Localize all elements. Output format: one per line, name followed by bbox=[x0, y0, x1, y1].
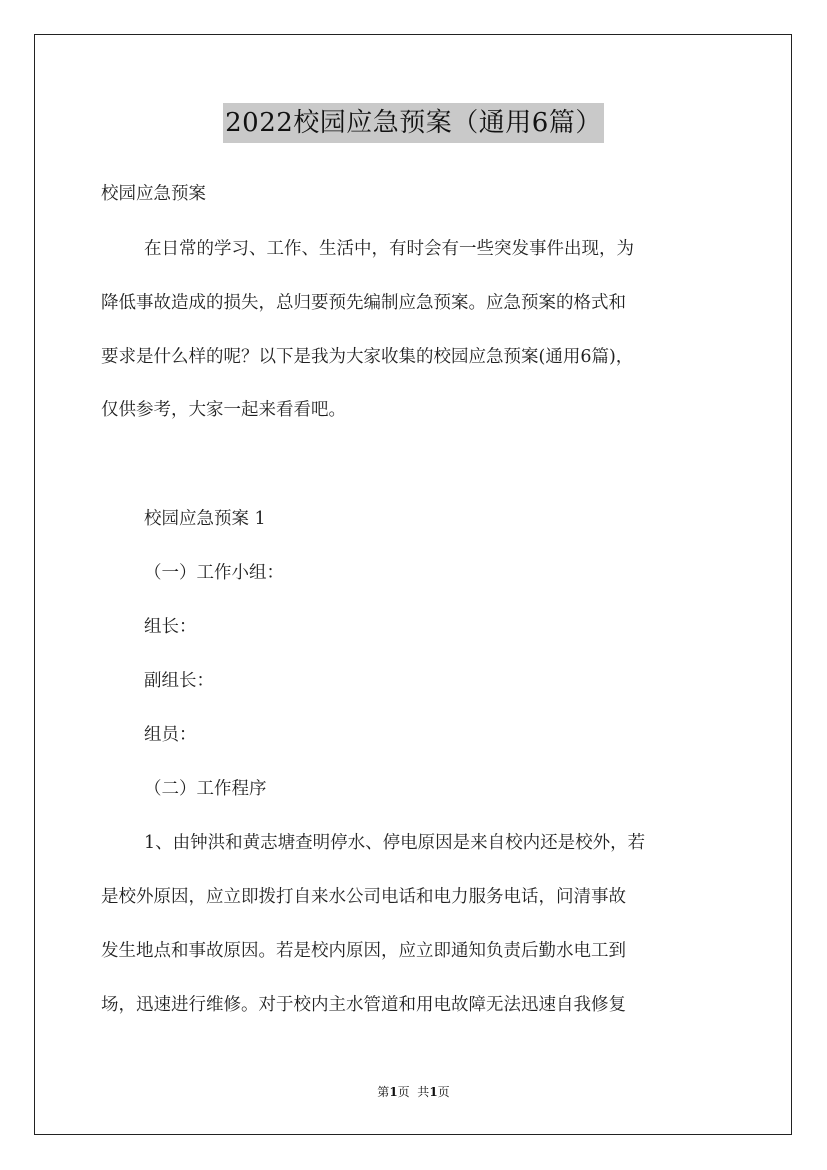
intro-line-4: 仅供参考，大家一起来看看吧。 bbox=[101, 400, 346, 420]
document-title: 2022校园应急预案（通用6篇） bbox=[223, 103, 604, 143]
members-label: 组员： bbox=[144, 725, 197, 745]
section-heading: 校园应急预案 bbox=[101, 184, 206, 204]
footer-current-page: 1 bbox=[389, 1085, 398, 1099]
intro-line-3: 要求是什么样的呢？以下是我为大家收集的校园应急预案(通用6篇)， bbox=[101, 347, 634, 367]
group-leader-label: 组长： bbox=[144, 617, 197, 637]
group-heading: （一）工作小组： bbox=[144, 563, 284, 583]
procedure-line-2: 是校外原因，应立即拨打自来水公司电话和电力服务电话，问清事故 bbox=[101, 887, 626, 907]
footer-mid: 页 共 bbox=[397, 1085, 430, 1099]
procedure-heading: （二）工作程序 bbox=[144, 779, 267, 799]
procedure-line-4: 场，迅速进行维修。对于校内主水管道和用电故障无法迅速自我修复 bbox=[101, 995, 626, 1015]
procedure-line-1: 1、由钟洪和黄志塘查明停水、停电原因是来自校内还是校外，若 bbox=[144, 833, 646, 853]
footer-prefix: 第 bbox=[377, 1085, 390, 1099]
procedure-line-3: 发生地点和事故原因。若是校内原因，应立即通知负责后勤水电工到 bbox=[101, 941, 626, 961]
intro-line-1: 在日常的学习、工作、生活中，有时会有一些突发事件出现，为 bbox=[144, 239, 634, 259]
footer-total-pages: 1 bbox=[429, 1085, 438, 1099]
footer-suffix: 页 bbox=[437, 1085, 450, 1099]
page-footer bbox=[0, 1084, 827, 1100]
plan-title: 校园应急预案 1 bbox=[144, 509, 266, 529]
deputy-leader-label: 副组长： bbox=[144, 671, 214, 691]
title-container bbox=[0, 103, 827, 143]
intro-line-2: 降低事故造成的损失，总归要预先编制应急预案。应急预案的格式和 bbox=[101, 293, 626, 313]
